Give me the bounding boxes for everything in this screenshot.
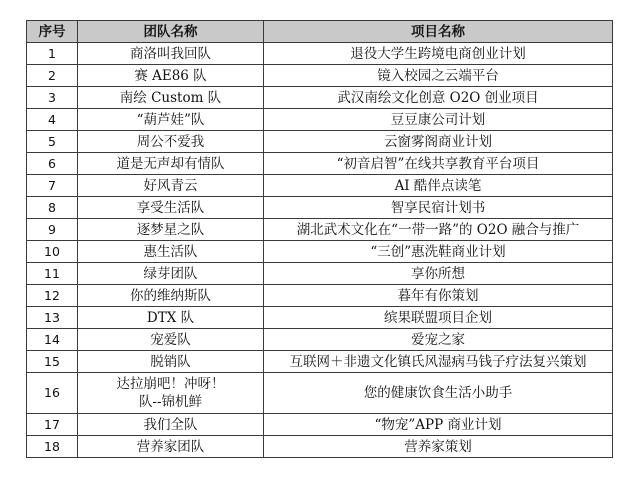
row-number: 8 <box>27 197 78 219</box>
project-name: 退役大学生跨境电商创业计划 <box>264 43 613 65</box>
project-name: 湖北武术文化在“一带一路”的 O2O 融合与推广 <box>264 219 613 241</box>
row-number: 16 <box>27 373 78 414</box>
table-row <box>27 197 613 219</box>
table-row <box>27 329 613 351</box>
project-name: 营养家策划 <box>264 436 613 458</box>
table-row <box>27 241 613 263</box>
row-number: 6 <box>27 153 78 175</box>
row-number: 17 <box>27 414 78 436</box>
row-number: 2 <box>27 65 78 87</box>
project-name: 云窗雾阁商业计划 <box>264 131 613 153</box>
team-project-table <box>26 20 613 458</box>
team-name: 好风青云 <box>78 175 264 197</box>
project-name: 互联网＋非遗文化镇氏风湿病马钱子疗法复兴策划 <box>264 351 613 373</box>
row-number: 5 <box>27 131 78 153</box>
project-name: 镜入校园之云端平台 <box>264 65 613 87</box>
row-number: 15 <box>27 351 78 373</box>
table-row <box>27 351 613 373</box>
row-number: 11 <box>27 263 78 285</box>
team-name: 周公不爱我 <box>78 131 264 153</box>
row-number: 7 <box>27 175 78 197</box>
row-number: 1 <box>27 43 78 65</box>
team-name: 商洛叫我回队 <box>78 43 264 65</box>
table-row <box>27 373 613 414</box>
team-name: DTX 队 <box>78 307 264 329</box>
project-name: AI 酷伴点读笔 <box>264 175 613 197</box>
team-name-line-1: 达拉崩吧！冲呀！ <box>116 376 225 392</box>
row-number: 14 <box>27 329 78 351</box>
project-name: 豆豆康公司计划 <box>264 109 613 131</box>
project-name: 爱宠之家 <box>264 329 613 351</box>
row-number: 3 <box>27 87 78 109</box>
team-name: 脱销队 <box>78 351 264 373</box>
table-header <box>27 21 613 43</box>
table-row <box>27 436 613 458</box>
team-name: 南绘 Custom 队 <box>78 87 264 109</box>
header-team-name: 团队名称 <box>78 21 264 43</box>
project-name: 智享民宿计划书 <box>264 197 613 219</box>
project-name: 暮年有你策划 <box>264 285 613 307</box>
table-row <box>27 87 613 109</box>
team-name: 我们全队 <box>78 414 264 436</box>
project-name: “物宠”APP 商业计划 <box>264 414 613 436</box>
table-row <box>27 414 613 436</box>
row-number: 10 <box>27 241 78 263</box>
row-number: 12 <box>27 285 78 307</box>
project-name: 缤果联盟项目企划 <box>264 307 613 329</box>
team-name: 宠爱队 <box>78 329 264 351</box>
header-serial-number: 序号 <box>27 21 78 43</box>
row-number: 9 <box>27 219 78 241</box>
table-body <box>27 43 613 458</box>
header-project-name: 项目名称 <box>264 21 613 43</box>
project-name: 武汉南绘文化创意 O2O 创业项目 <box>264 87 613 109</box>
table-row <box>27 175 613 197</box>
team-name-line-2: 队--锦机鲜 <box>138 394 203 410</box>
team-name: “葫芦娃”队 <box>78 109 264 131</box>
table-row <box>27 65 613 87</box>
row-number: 18 <box>27 436 78 458</box>
table-row <box>27 307 613 329</box>
row-number: 4 <box>27 109 78 131</box>
header-row <box>27 21 613 43</box>
team-name: 绿芽团队 <box>78 263 264 285</box>
project-name: 您的健康饮食生活小助手 <box>264 373 613 414</box>
table-row <box>27 43 613 65</box>
team-name: 逐梦星之队 <box>78 219 264 241</box>
team-name: 享受生活队 <box>78 197 264 219</box>
table-row <box>27 153 613 175</box>
project-name: “初音启智”在线共享教育平台项目 <box>264 153 613 175</box>
team-name: 营养家团队 <box>78 436 264 458</box>
row-number: 13 <box>27 307 78 329</box>
team-name: 道是无声却有情队 <box>78 153 264 175</box>
table-row <box>27 109 613 131</box>
team-name <box>78 373 264 414</box>
table-row <box>27 131 613 153</box>
team-name: 惠生活队 <box>78 241 264 263</box>
table-row <box>27 219 613 241</box>
table-row <box>27 263 613 285</box>
team-name: 你的维纳斯队 <box>78 285 264 307</box>
team-name: 赛 AE86 队 <box>78 65 264 87</box>
project-name: 享你所想 <box>264 263 613 285</box>
table-row <box>27 285 613 307</box>
project-name: “三创”惠洗鞋商业计划 <box>264 241 613 263</box>
